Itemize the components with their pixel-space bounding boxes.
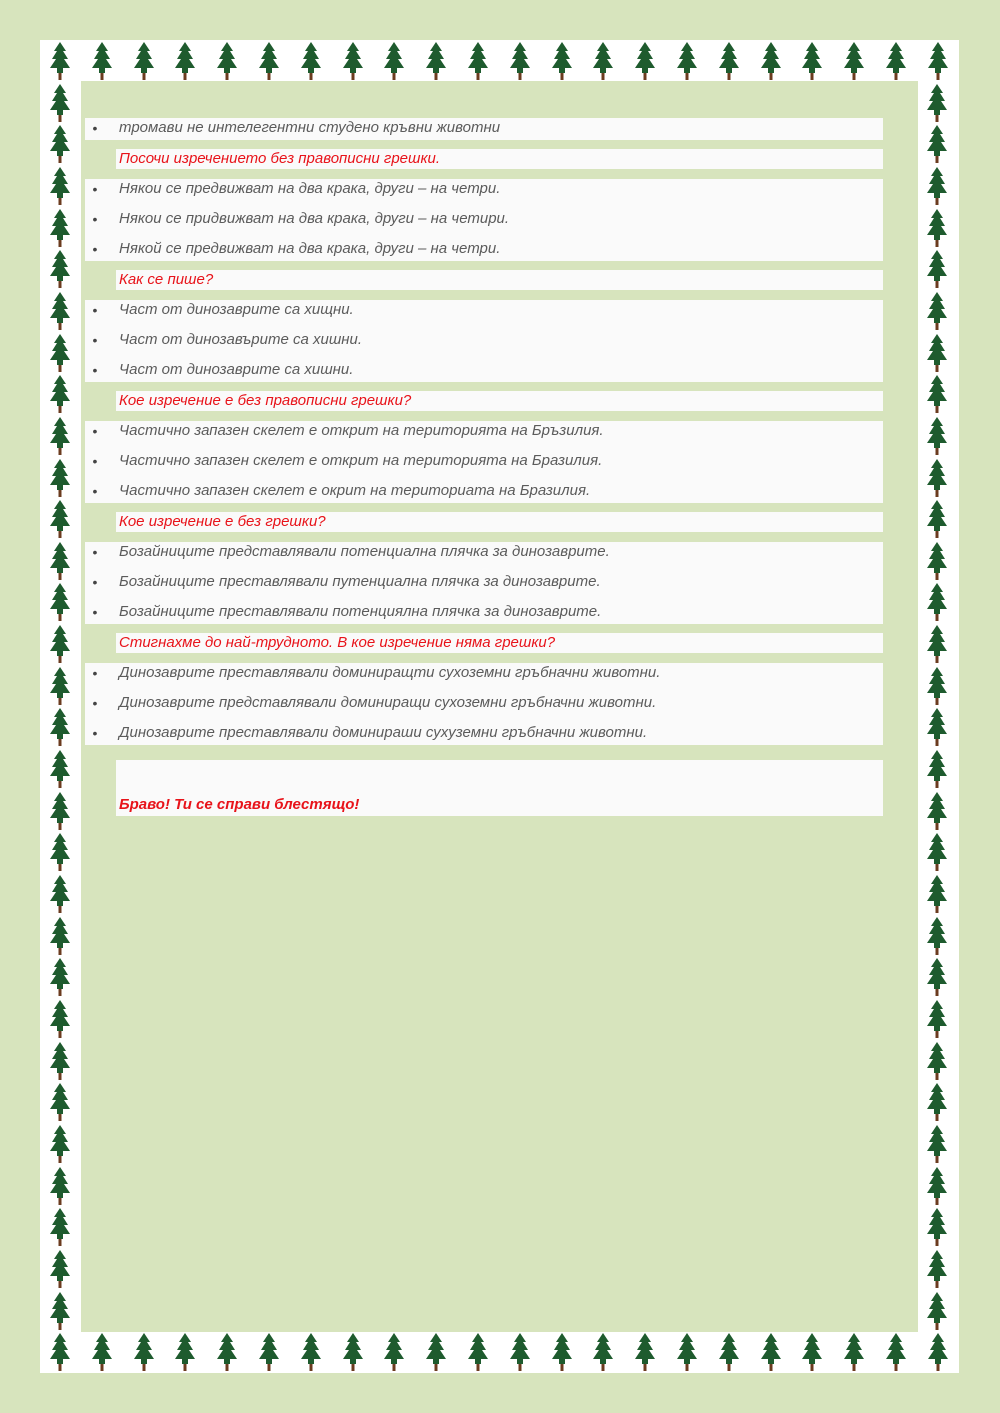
pine-tree-icon	[49, 1041, 71, 1081]
question-text: Стигнахме до най-трудното. В кое изречение няма грешки?	[119, 634, 556, 651]
option-text: Частично запазен скелет е окрит на териториата на Бразилия.	[119, 482, 591, 499]
bullet-dot: •	[92, 695, 98, 711]
option-row[interactable]	[85, 602, 883, 624]
pine-tree-icon	[926, 291, 948, 331]
bullet-dot: •	[92, 332, 98, 348]
pine-tree-icon	[927, 41, 949, 81]
option-text: Част от динозавърите са хишни.	[119, 331, 363, 348]
pine-tree-icon	[926, 749, 948, 789]
pine-tree-icon	[49, 458, 71, 498]
pine-tree-icon	[926, 541, 948, 581]
pine-tree-icon	[49, 416, 71, 456]
bullet-dot: •	[92, 241, 98, 257]
pine-tree-icon	[926, 624, 948, 664]
pine-tree-icon	[300, 1332, 322, 1372]
pine-tree-icon	[425, 1332, 447, 1372]
question-prompt	[116, 633, 883, 653]
pine-tree-icon	[258, 1332, 280, 1372]
bullet-dot: •	[92, 725, 98, 741]
option-row[interactable]	[85, 663, 883, 693]
pine-tree-icon	[926, 458, 948, 498]
pine-tree-icon	[926, 1082, 948, 1122]
pine-tree-icon	[49, 707, 71, 747]
pine-tree-icon	[926, 832, 948, 872]
bullet-dot: •	[92, 362, 98, 378]
option-row[interactable]	[85, 239, 883, 261]
final-message: Браво! Ти се справи блестящо!	[119, 796, 360, 813]
question-text: Посочи изречението без правописни грешки.	[119, 150, 441, 167]
option-text: Частично запазен скелет е открит на територията на Бразилия.	[119, 452, 603, 469]
option-text: Бозайниците преставлявали потенциялна плячка за динозаврите.	[119, 603, 602, 620]
question-text: Кое изречение е без грешки?	[119, 513, 326, 530]
pine-tree-icon	[926, 582, 948, 622]
pine-tree-icon	[592, 41, 614, 81]
pine-tree-icon	[49, 1249, 71, 1289]
pine-tree-icon	[926, 999, 948, 1039]
option-text: тромави не интелегентни студено кръвни животни	[119, 119, 501, 136]
pine-tree-icon	[342, 41, 364, 81]
pine-tree-icon	[174, 1332, 196, 1372]
pine-tree-icon	[926, 874, 948, 914]
pine-tree-icon	[926, 1291, 948, 1331]
pine-tree-icon	[926, 666, 948, 706]
bullet-dot: •	[92, 423, 98, 439]
bullet-dot: •	[92, 302, 98, 318]
pine-tree-icon	[258, 41, 280, 81]
pine-tree-icon	[49, 1332, 71, 1372]
option-row[interactable]	[85, 572, 883, 602]
option-row[interactable]	[85, 360, 883, 382]
pine-tree-icon	[592, 1332, 614, 1372]
option-text: Динозаврите представлявали доминиращи сухоземни гръбначни животни.	[119, 694, 657, 711]
pine-tree-icon	[926, 1124, 948, 1164]
pine-tree-icon	[885, 41, 907, 81]
option-row[interactable]	[85, 481, 883, 503]
pine-tree-icon	[718, 41, 740, 81]
option-text: Част от динозаврите са хищни.	[119, 301, 354, 318]
pine-tree-icon	[49, 249, 71, 289]
bullet-dot: •	[92, 574, 98, 590]
pine-tree-icon	[49, 541, 71, 581]
pine-tree-icon	[342, 1332, 364, 1372]
pine-tree-icon	[926, 707, 948, 747]
question-prompt	[116, 512, 883, 532]
option-row[interactable]	[85, 300, 883, 330]
pine-tree-icon	[49, 1166, 71, 1206]
pine-tree-icon	[49, 624, 71, 664]
pine-tree-icon	[634, 1332, 656, 1372]
pine-tree-icon	[509, 41, 531, 81]
option-text: Бозайниците представлявали потенциална плячка за динозаврите.	[119, 543, 610, 560]
pine-tree-icon	[926, 916, 948, 956]
bullet-dot: •	[92, 211, 98, 227]
pine-tree-icon	[926, 249, 948, 289]
question-prompt	[116, 391, 883, 411]
pine-tree-icon	[49, 999, 71, 1039]
pine-tree-icon	[926, 1249, 948, 1289]
option-text: Някои се придвижват на два крака, други – на четири.	[119, 210, 510, 227]
pine-tree-icon	[49, 291, 71, 331]
pine-tree-icon	[926, 208, 948, 248]
pine-tree-icon	[926, 1207, 948, 1247]
pine-tree-icon	[718, 1332, 740, 1372]
pine-tree-icon	[425, 41, 447, 81]
bullet-dot: •	[92, 665, 98, 681]
option-row[interactable]	[85, 693, 883, 723]
pine-tree-icon	[926, 83, 948, 123]
option-text: Динозаврите преставлявали доминираши сухуземни гръбначни животни.	[119, 724, 648, 741]
pine-tree-icon	[91, 41, 113, 81]
question-text: Кое изречение е без правописни грешки?	[119, 392, 412, 409]
pine-tree-icon	[634, 41, 656, 81]
pine-tree-icon	[467, 1332, 489, 1372]
pine-tree-icon	[49, 166, 71, 206]
pine-tree-icon	[49, 666, 71, 706]
pine-tree-icon	[927, 1332, 949, 1372]
pine-tree-icon	[49, 499, 71, 539]
pine-tree-icon	[383, 1332, 405, 1372]
option-row[interactable]	[85, 118, 883, 140]
option-row[interactable]	[85, 723, 883, 745]
pine-tree-icon	[926, 124, 948, 164]
pine-tree-icon	[760, 41, 782, 81]
pine-tree-icon	[926, 1041, 948, 1081]
option-row[interactable]	[85, 421, 883, 451]
pine-tree-icon	[49, 832, 71, 872]
final-message-box	[116, 760, 883, 816]
pine-tree-icon	[49, 1291, 71, 1331]
pine-tree-icon	[49, 582, 71, 622]
pine-tree-icon	[91, 1332, 113, 1372]
pine-tree-icon	[49, 374, 71, 414]
pine-tree-icon	[49, 916, 71, 956]
pine-tree-icon	[49, 957, 71, 997]
option-text: Някои се предвижват на два крака, други – на четри.	[119, 180, 501, 197]
pine-tree-icon	[885, 1332, 907, 1372]
pine-tree-icon	[49, 208, 71, 248]
pine-tree-icon	[926, 166, 948, 206]
pine-tree-icon	[133, 1332, 155, 1372]
option-row[interactable]	[85, 330, 883, 360]
pine-tree-icon	[174, 41, 196, 81]
pine-tree-icon	[926, 333, 948, 373]
bullet-dot: •	[92, 604, 98, 620]
pine-tree-icon	[843, 41, 865, 81]
pine-tree-icon	[926, 416, 948, 456]
option-text: Част от динозаврите са хишни.	[119, 361, 354, 378]
pine-tree-icon	[926, 791, 948, 831]
pine-tree-icon	[49, 791, 71, 831]
pine-tree-icon	[49, 1207, 71, 1247]
option-text: Динозаврите преставлявали доминиращти сухоземни гръбначни животни.	[119, 664, 661, 681]
option-row[interactable]	[85, 209, 883, 239]
pine-tree-icon	[926, 499, 948, 539]
pine-tree-icon	[926, 374, 948, 414]
pine-tree-icon	[300, 41, 322, 81]
question-prompt	[116, 149, 883, 169]
pine-tree-icon	[467, 41, 489, 81]
option-row[interactable]	[85, 451, 883, 481]
pine-tree-icon	[49, 83, 71, 123]
option-text: Бозайниците преставлявали путенциална плячка за динозаврите.	[119, 573, 601, 590]
pine-tree-icon	[49, 874, 71, 914]
pine-tree-icon	[551, 41, 573, 81]
bullet-dot: •	[92, 483, 98, 499]
pine-tree-icon	[926, 957, 948, 997]
option-row[interactable]	[85, 179, 883, 209]
option-text: Някой се предвижват на два крака, други – на четри.	[119, 240, 501, 257]
option-text: Частично запазен скелет е открит на територията на Бръзилия.	[119, 422, 604, 439]
pine-tree-icon	[760, 1332, 782, 1372]
question-prompt	[116, 270, 883, 290]
question-text: Как се пише?	[119, 271, 214, 288]
pine-tree-icon	[49, 41, 71, 81]
pine-tree-icon	[216, 41, 238, 81]
pine-tree-icon	[49, 124, 71, 164]
bullet-dot: •	[92, 453, 98, 469]
pine-tree-icon	[801, 41, 823, 81]
bullet-dot: •	[92, 544, 98, 560]
pine-tree-icon	[551, 1332, 573, 1372]
pine-tree-icon	[509, 1332, 531, 1372]
pine-tree-icon	[49, 1082, 71, 1122]
bullet-dot: •	[92, 120, 98, 136]
bullet-dot: •	[92, 181, 98, 197]
pine-tree-icon	[926, 1166, 948, 1206]
pine-tree-icon	[383, 41, 405, 81]
pine-tree-icon	[676, 41, 698, 81]
pine-tree-icon	[49, 333, 71, 373]
pine-tree-icon	[49, 749, 71, 789]
pine-tree-icon	[49, 1124, 71, 1164]
pine-tree-icon	[801, 1332, 823, 1372]
pine-tree-icon	[843, 1332, 865, 1372]
option-row[interactable]	[85, 542, 883, 572]
pine-tree-icon	[676, 1332, 698, 1372]
pine-tree-icon	[133, 41, 155, 81]
pine-tree-icon	[216, 1332, 238, 1372]
